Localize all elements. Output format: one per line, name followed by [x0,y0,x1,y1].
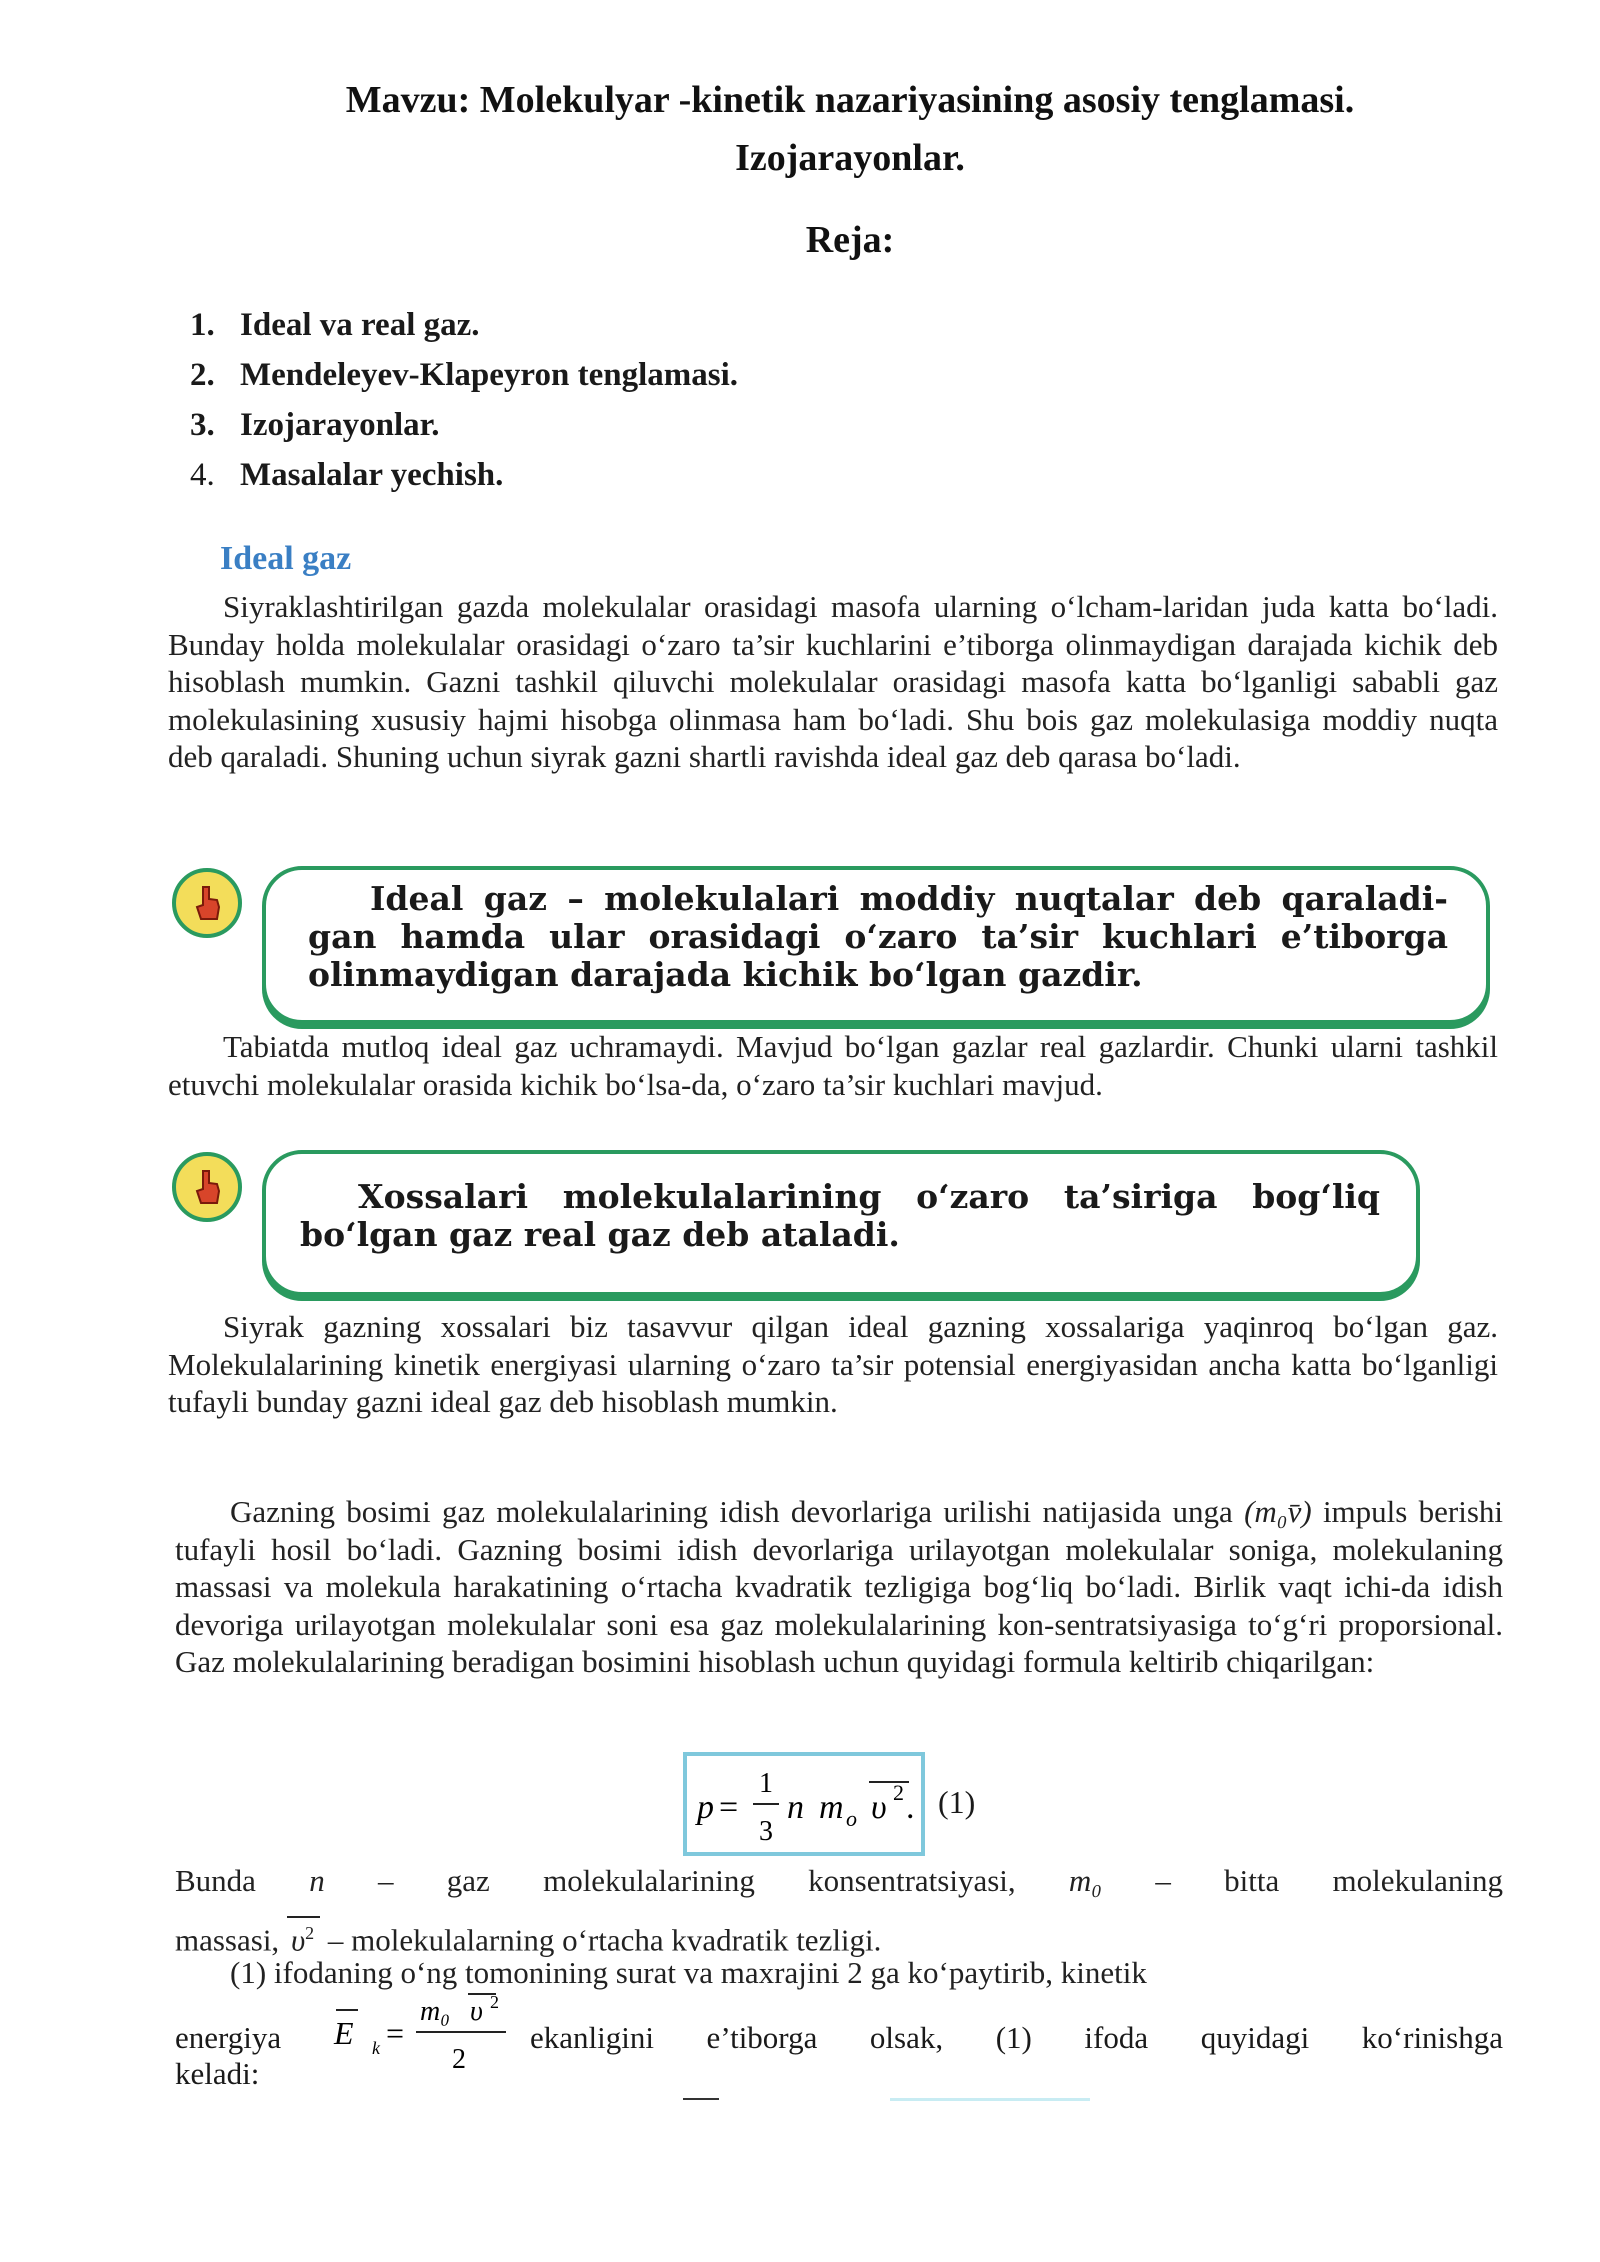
pointing-hand-icon [172,868,242,938]
mean-square-velocity-symbol: $\upsilon^2$ [287,1916,320,1955]
plan-list [190,300,738,500]
section-title: Ideal gaz [220,540,352,577]
page-title-line2: Izojarayonlar. [735,137,965,179]
formula-p: p [697,1789,714,1826]
energy-E: E [334,2015,354,2051]
plan-heading: Reja: [805,219,895,261]
energy-m0: m₀ [420,1996,450,2027]
formula-dot: . [906,1789,915,1826]
divider [890,2098,1090,2101]
energy-tail-text: ekanligini e’tiborga olsak, (1) ifoda quyidagi ko‘rinishga [530,2020,1503,2055]
formula-m: m [819,1789,844,1826]
energy-v: υ [470,1996,483,2027]
paragraph-5-continued: massasi, $\upsilon^2$ – molekulalarning o‘rtacha kvadratik tezligi. [175,1916,1503,1959]
paragraph-5: Bunda n – gaz molekulalarining konsentratsiyasi, m₀ – bitta molekulaning [175,1863,1504,1898]
paragraph-3: Siyrak gazning xossalari biz tasavvur qilgan ideal gazning xossalariga yaqinroq bo‘lgan gaz. Molekulalarining kinetik energiyasi ularning o‘zaro ta’sir potensial energiyasidan ancha katta bo‘lganligi tufayli bunday gazni ideal gaz deb hisoblash mumkin. [168,1309,1498,1419]
pointing-hand-icon [172,1152,242,1222]
kinetic-energy-formula [328,1986,528,2082]
plan-item: 3. Izojarayonlar. [190,407,440,443]
formula-v: υ [871,1789,887,1826]
plan-item: 1. Ideal va real gaz. [190,307,480,343]
paragraph-6: (1) ifodaning o‘ng tomonining surat va maxrajini 2 ga ko‘paytirib, kinetik [230,1955,1147,1990]
energy-eq: = [386,2015,405,2051]
formula-n: n [787,1789,804,1826]
formula-numerator: 1 [759,1768,773,1799]
energy-label: energiya [175,2020,282,2055]
formula-square: 2 [893,1780,904,1805]
formula-sub-o: o [846,1806,857,1831]
formula-eq: = [719,1789,739,1826]
divider [683,2098,719,2100]
definition-ideal-gas: Ideal gaz – molekulalari moddiy nuqtalar deb qaraladi-gan hamda ular orasidagi o‘zaro ta’sir kuchlari e’tiborga olinmaydigan darajada kichik bo‘lgan gazdir. [308,879,1448,994]
plan-item: 4. Masalalar yechish. [190,457,504,493]
paragraph-4: Gazning bosimi gaz molekulalarining idish devorlariga urilishi natijasida unga (m₀v̄) impuls berishi tufayli hosil bo‘ladi. Gazning bosimi idish devorlariga urilayotgan molekulalar soniga, molekulaning massasi va molekula harakatining o‘rtacha kvadratik tezligiga bog‘liq bo‘ladi. Birlik vaqt ichi-da idish devoriga urilayotgan molekulalar soni esa gaz molekulalarining kon-sentratsiyasiga to‘g‘ri proporsional. Gaz molekulalarining beradigan bosimini hisoblash uchun quyidagi formula keltirib chiqarilgan: [175,1494,1503,1679]
page-title-line1: Mavzu: Molekulyar -kinetik nazariyasining asosiy tenglamasi. [345,79,1355,121]
energy-denominator: 2 [452,2044,466,2075]
plan-item: 2. Mendeleyev-Klapeyron tenglamasi. [190,357,738,393]
definition-real-gas: Xossalari molekulalarining o‘zaro ta’siriga bog‘liq bo‘lgan gaz real gaz deb ataladi. [300,1177,1380,1254]
impulse-expression: (m₀v̄) [1244,1494,1312,1529]
formula-number: (1) [938,1784,976,1820]
paragraph-1: Siyraklashtirilgan gazda molekulalar orasidagi masofa ularning o‘lcham-laridan juda katta bo‘ladi. Bunday holda molekulalar orasidagi o‘zaro ta’sir kuchlarini e’tiborga olinmaydigan darajada kichik deb hisoblash mumkin. Gazni tashkil qiluvchi molekulalar orasidagi masofa katta bo‘lganligi sababli gaz molekulasining xususiy hajmi hisobga olinmasa ham bo‘ladi. Shu bois gaz molekulasiga moddiy nuqta deb qaraladi. Shuning uchun siyrak gazni shartli ravishda ideal gaz deb qarasa bo‘ladi. [168,589,1498,774]
paragraph-2: Tabiatda mutloq ideal gaz uchramaydi. Mavjud bo‘lgan gazlar real gazlardir. Chunki ularni tashkil etuvchi molekulalar orasida kichik bo‘lsa-da, o‘zaro ta’sir kuchlari mavjud. [168,1029,1498,1102]
energy-k: k [372,2038,380,2058]
formula-denominator: 3 [759,1816,773,1847]
energy-square: 2 [490,1992,499,2012]
energy-tail-text-end: keladi: [175,2056,260,2091]
